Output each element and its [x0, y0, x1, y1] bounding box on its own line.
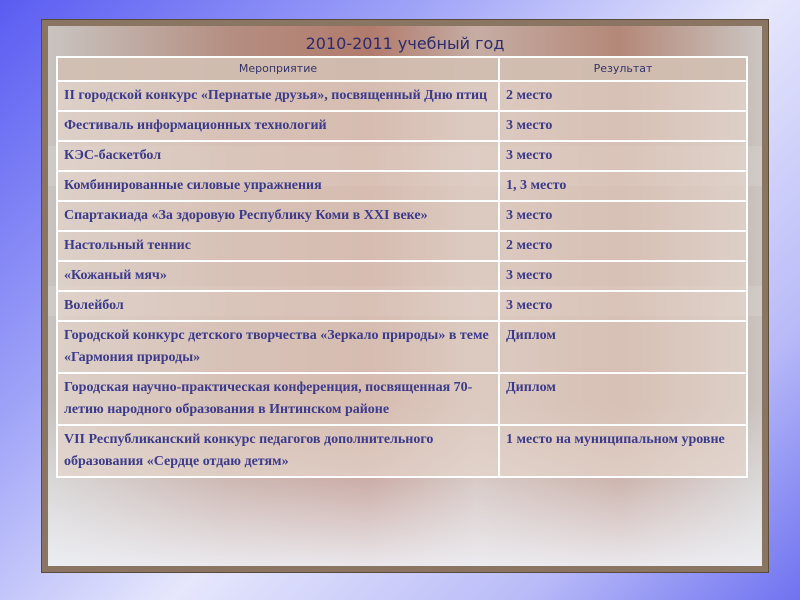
result-cell: 3 место	[499, 291, 747, 321]
event-cell: Городская научно-практическая конференция, посвященная 70-летию народного образования в Интинском районе	[57, 373, 499, 425]
event-cell: Фестиваль информационных технологий	[57, 111, 499, 141]
slide-title: 2010-2011 учебный год	[305, 34, 505, 53]
table-row	[57, 81, 747, 111]
results-table	[56, 56, 748, 478]
result-cell: 1 место на муниципальном уровне	[499, 425, 747, 477]
event-cell: II городской конкурс «Пернатые друзья», посвященный Дню птиц	[57, 81, 499, 111]
table-row	[57, 291, 747, 321]
event-cell: Волейбол	[57, 291, 499, 321]
result-cell: 2 место	[499, 81, 747, 111]
table-row	[57, 321, 747, 373]
result-cell: 3 место	[499, 261, 747, 291]
table-row	[57, 171, 747, 201]
table-row	[57, 425, 747, 477]
event-cell: VII Республиканский конкурс педагогов дополнительного образования «Сердце отдаю детям»	[57, 425, 499, 477]
header-event: Мероприятие	[57, 57, 499, 81]
header-result: Результат	[499, 57, 747, 81]
result-cell: Диплом	[499, 373, 747, 425]
result-cell: Диплом	[499, 321, 747, 373]
result-cell: 2 место	[499, 231, 747, 261]
event-cell: «Кожаный мяч»	[57, 261, 499, 291]
result-cell: 3 место	[499, 111, 747, 141]
table-row	[57, 231, 747, 261]
slide-frame	[42, 20, 768, 572]
table-row	[57, 373, 747, 425]
background-photo	[48, 26, 762, 566]
event-cell: КЭС-баскетбол	[57, 141, 499, 171]
event-cell: Городской конкурс детского творчества «Зеркало природы» в теме «Гармония природы»	[57, 321, 499, 373]
event-cell: Настольный теннис	[57, 231, 499, 261]
table-row	[57, 111, 747, 141]
table-row	[57, 141, 747, 171]
event-cell: Комбинированные силовые упражнения	[57, 171, 499, 201]
table-row	[57, 261, 747, 291]
result-cell: 3 место	[499, 141, 747, 171]
table-row	[57, 201, 747, 231]
result-cell: 3 место	[499, 201, 747, 231]
event-cell: Спартакиада «За здоровую Республику Коми в XXI веке»	[57, 201, 499, 231]
result-cell: 1, 3 место	[499, 171, 747, 201]
table-header-row	[57, 57, 747, 81]
